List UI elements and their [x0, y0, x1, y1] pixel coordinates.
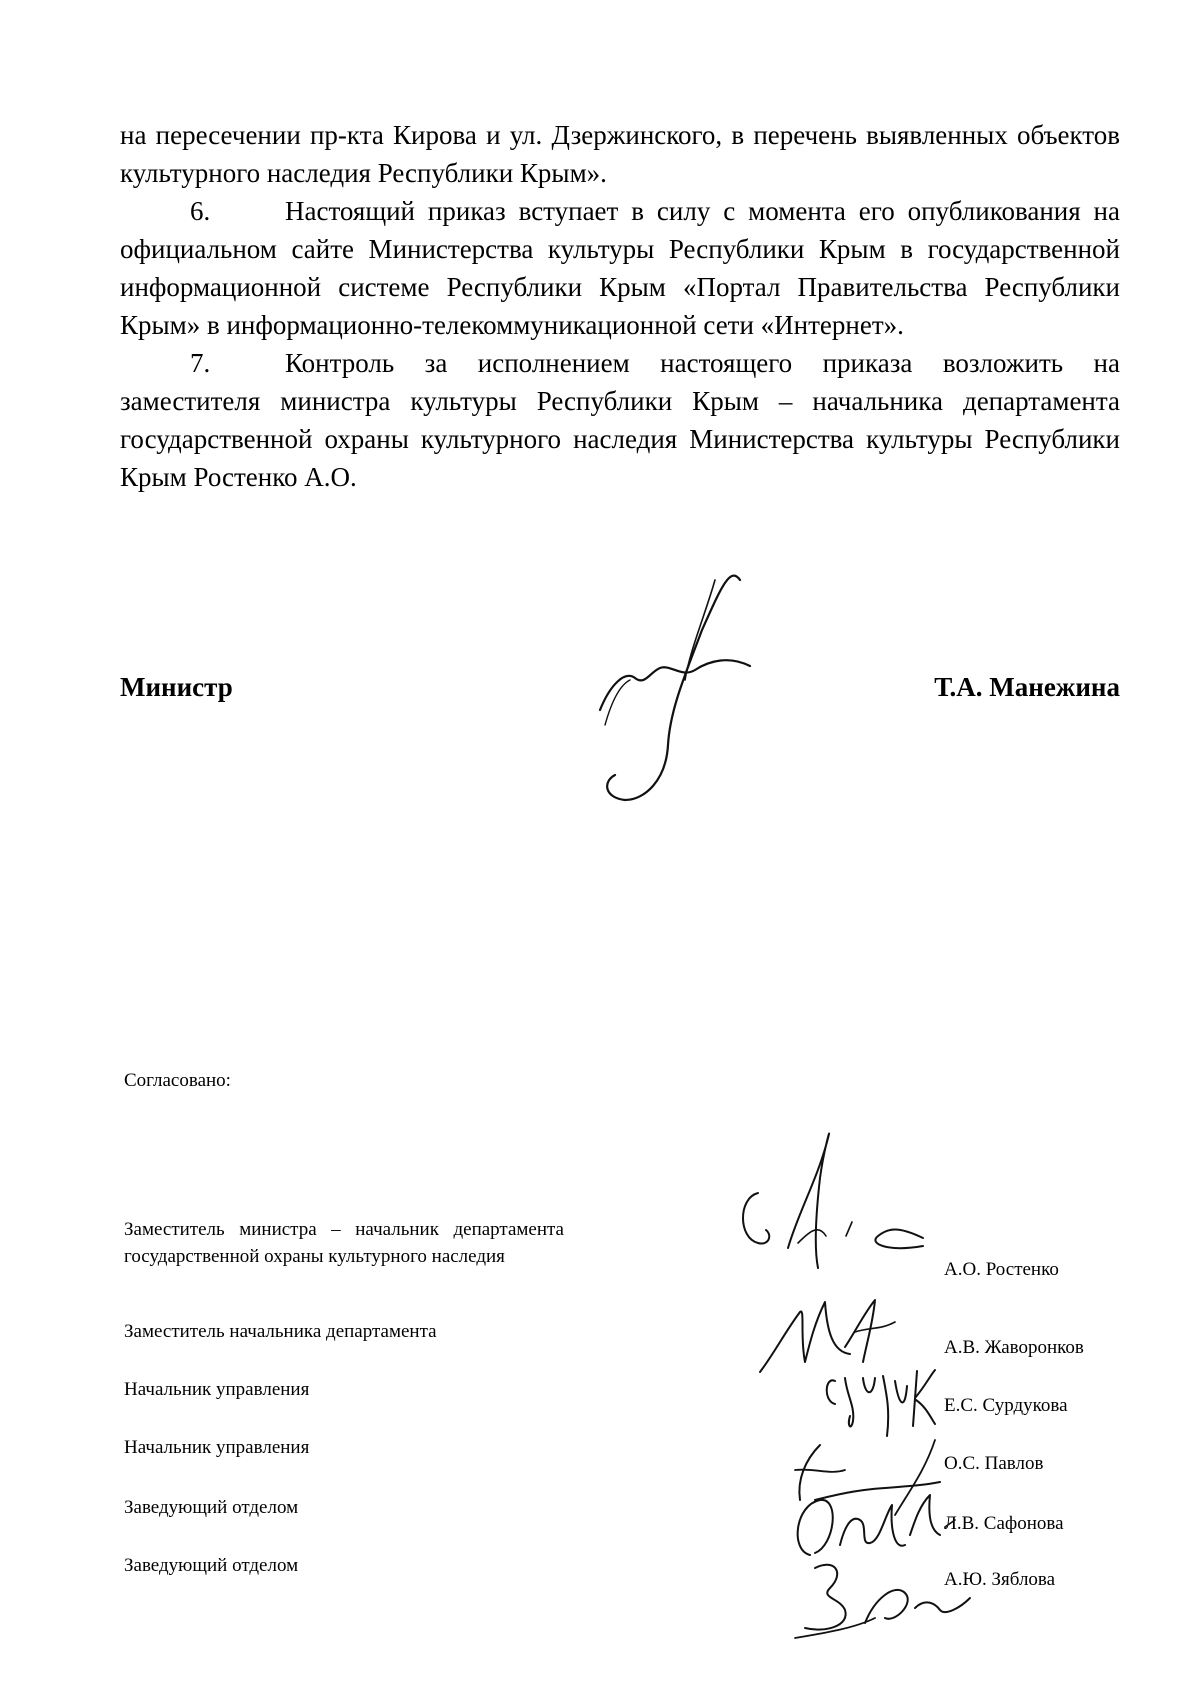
approver-signature-zyablova [775, 1548, 975, 1648]
item-6-number: 6. [190, 196, 211, 226]
approval-heading: Согласовано: [124, 1070, 231, 1091]
approval-position: Заведующий отделом [124, 1555, 299, 1576]
order-body [120, 116, 1120, 496]
approval-position: Начальник управления [124, 1379, 310, 1400]
approval-name: О.С. Павлов [944, 1453, 1044, 1474]
approver-signature-rostenko [728, 1118, 938, 1298]
approval-name: А.О. Ростенко [944, 1259, 1059, 1280]
item-7-number: 7. [190, 348, 211, 378]
item-7 [120, 344, 1120, 496]
approval-position: Заместитель начальника департамента [124, 1321, 437, 1342]
item-7-text: Контроль за исполнением настоящего приказа возложить на заместителя министра культуры Республики Крым – начальника департамента государственной охраны культурного наследия Министерства культуры Республики Крым Ростенко А.О. [120, 348, 1120, 492]
approval-position: Заместитель министра – начальник департамента государственной охраны культурного наследия [124, 1219, 564, 1267]
minister-signature [590, 560, 770, 820]
approval-name: А.В. Жаворонков [944, 1337, 1084, 1358]
paragraph-5-tail: на пересечении пр-кта Кирова и ул. Дзержинского, в перечень выявленных объектов культурного наследия Республики Крым». [120, 120, 1120, 188]
approval-position: Начальник управления [124, 1437, 310, 1458]
minister-title: Министр [120, 672, 233, 702]
approval-name: Е.С. Сурдукова [944, 1395, 1068, 1416]
item-6-text: Настоящий приказ вступает в силу с момента его опубликования на официальном сайте Министерства культуры Республики Крым в государственной информационной системе Республики Крым «Портал Правительства Республики Крым» в информационно-телекоммуникационной сети «Интернет». [120, 196, 1120, 340]
minister-name: Т.А. Манежина [934, 672, 1120, 702]
approval-position: Заведующий отделом [124, 1497, 299, 1518]
approval-name: Л.В. Сафонова [944, 1513, 1064, 1534]
approval-name: А.Ю. Зяблова [944, 1569, 1056, 1590]
item-6 [120, 192, 1120, 344]
